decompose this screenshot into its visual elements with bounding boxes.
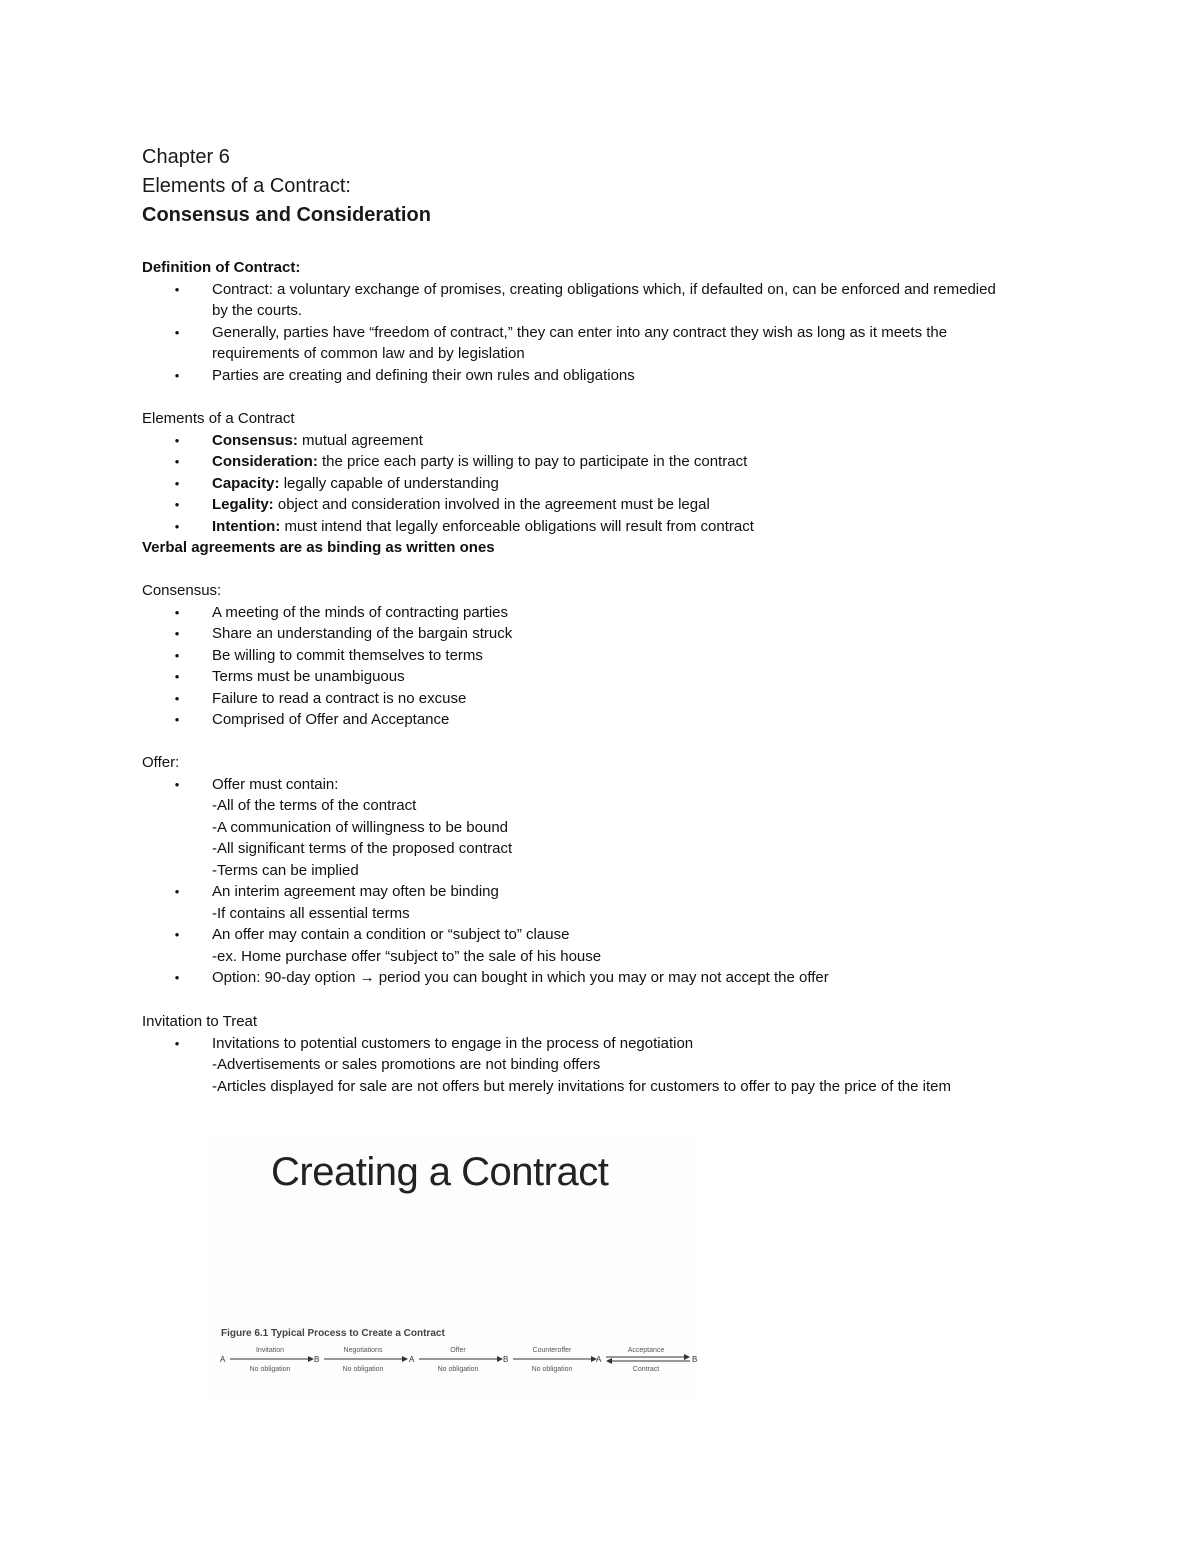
bullet-icon: •	[174, 518, 180, 534]
bullet-icon: •	[174, 776, 180, 792]
list-item	[142, 709, 1132, 731]
offer-item: period you can bought in which you may or may not accept the offer	[374, 969, 829, 986]
arrow-head-icon	[684, 1354, 690, 1360]
list-item	[142, 451, 1132, 473]
consensus-item: Share an understanding of the bargain struck	[212, 625, 513, 642]
step-bottom-label: Contract	[632, 1366, 660, 1373]
chapter-topic: Consensus and Consideration	[142, 204, 431, 226]
invitation-subitem: -Articles displayed for sale are not offers but merely invitations for customers to offer to pay the price of the item	[212, 1077, 951, 1095]
bullet-icon: •	[174, 647, 180, 663]
list-item	[142, 881, 1132, 924]
bullet-icon: •	[174, 626, 180, 641]
figure-caption: Figure 6.1 Typical Process to Create a Contract	[221, 1328, 445, 1339]
element-text: must intend that legally enforceable obligations will result from contract	[280, 517, 754, 535]
offer-subitem: -All significant terms of the proposed contract	[212, 840, 513, 857]
consensus-heading: Consensus:	[142, 582, 222, 599]
step-bottom-label: No obligation	[437, 1366, 479, 1373]
step-top-label: Offer	[450, 1347, 466, 1354]
list-item	[142, 623, 1132, 645]
list-item	[142, 365, 1132, 387]
definition-item-line: by the courts.	[212, 302, 303, 319]
definition-item-line: Generally, parties have “freedom of contract,” they can enter into any contract they wish as long as it meets the	[212, 323, 948, 341]
bullet-icon: •	[174, 690, 180, 706]
bullet-icon: •	[174, 1035, 180, 1051]
list-item	[142, 430, 1132, 452]
offer-heading: Offer:	[142, 754, 180, 771]
chapter-title: Chapter 6	[142, 146, 230, 168]
invitation-heading: Invitation to Treat	[142, 1013, 258, 1030]
list-item	[142, 688, 1132, 710]
element-term: Consideration:	[212, 453, 318, 470]
party-label: B	[314, 1355, 320, 1364]
contract-figure	[208, 1138, 698, 1398]
consensus-item: Failure to read a contract is no excuse	[212, 689, 467, 707]
figure-title: Creating a Contract	[271, 1150, 609, 1194]
bullet-icon: •	[174, 884, 180, 899]
consensus-item: Comprised of Offer and Acceptance	[212, 711, 450, 728]
invitation-subitem: -Advertisements or sales promotions are not binding offers	[212, 1056, 601, 1073]
list-item	[142, 967, 1132, 989]
elements-note: Verbal agreements are as binding as written ones	[142, 539, 495, 556]
definition-item-line: Parties are creating and defining their own rules and obligations	[212, 366, 635, 384]
definition-section	[142, 257, 1132, 386]
step-top-label: Acceptance	[627, 1347, 665, 1354]
list-item	[142, 322, 1132, 365]
offer-subitem: -If contains all essential terms	[212, 904, 410, 922]
offer-item: Option: 90-day option	[212, 969, 360, 986]
list-item	[142, 924, 1132, 967]
offer-section	[142, 752, 1132, 989]
element-term: Consensus:	[212, 431, 298, 449]
offer-subitem: -All of the terms of the contract	[212, 797, 417, 814]
invitation-item: Invitations to potential customers to engage in the process of negotiation	[212, 1034, 694, 1052]
element-text: the price each party is willing to pay to participate in the contract	[317, 453, 748, 470]
element-term: Intention:	[212, 517, 281, 535]
party-label: A	[596, 1355, 602, 1364]
list-item	[142, 774, 1132, 882]
consensus-item: Terms must be unambiguous	[212, 668, 405, 685]
offer-item: An offer may contain a condition or “subject to” clause	[212, 926, 570, 943]
elements-section	[142, 408, 1132, 559]
element-term: Legality:	[212, 496, 274, 513]
party-label: B	[692, 1355, 698, 1364]
bullet-icon: •	[174, 669, 180, 684]
bullet-icon: •	[174, 454, 180, 469]
list-item	[142, 494, 1132, 516]
bullet-icon: •	[174, 970, 180, 985]
element-text: object and consideration involved in the agreement must be legal	[273, 496, 710, 513]
list-item	[142, 473, 1132, 495]
bullet-icon: •	[174, 367, 180, 383]
offer-item: An interim agreement may often be binding	[212, 883, 499, 900]
definition-heading: Definition of Contract:	[142, 259, 301, 276]
offer-subitem: -A communication of willingness to be bound	[212, 818, 509, 836]
list-item	[142, 1033, 1132, 1098]
bullet-icon: •	[174, 281, 180, 297]
step-bottom-label: No obligation	[342, 1366, 384, 1373]
process-flow-diagram	[208, 1338, 698, 1378]
bullet-icon: •	[174, 927, 180, 942]
list-item	[142, 516, 1132, 538]
list-item	[142, 666, 1132, 688]
bullet-icon: •	[174, 475, 180, 491]
definition-item-line: Contract: a voluntary exchange of promises, creating obligations which, if defaulted on, can be enforced and remedied	[212, 280, 996, 298]
definition-item-line: requirements of common law and by legislation	[212, 345, 525, 362]
invitation-section	[142, 1011, 1132, 1097]
party-label: A	[220, 1355, 226, 1364]
bullet-icon: •	[174, 432, 180, 448]
elements-heading: Elements of a Contract	[142, 410, 295, 427]
list-item	[142, 602, 1132, 624]
list-item	[142, 645, 1132, 667]
element-text: legally capable of understanding	[279, 474, 499, 492]
arrow-head-icon	[402, 1356, 408, 1362]
party-label: B	[503, 1355, 509, 1364]
step-bottom-label: No obligation	[249, 1366, 291, 1373]
bullet-icon: •	[174, 712, 180, 727]
offer-item: Offer must contain:	[212, 775, 339, 793]
element-text: mutual agreement	[297, 431, 423, 449]
bullet-icon: •	[174, 497, 180, 512]
bullet-icon: •	[174, 324, 180, 340]
step-top-label: Invitation	[255, 1347, 285, 1354]
consensus-item: A meeting of the minds of contracting parties	[212, 603, 508, 621]
offer-subitem: -ex. Home purchase offer “subject to” the sale of his house	[212, 947, 602, 965]
step-top-label: Negotiations	[343, 1347, 383, 1354]
bullet-icon: •	[174, 604, 180, 620]
chapter-subtitle: Elements of a Contract:	[142, 175, 351, 197]
consensus-item: Be willing to commit themselves to terms	[212, 646, 483, 664]
element-term: Capacity:	[212, 474, 280, 492]
step-top-label: Counteroffer	[532, 1347, 572, 1354]
party-label: A	[409, 1355, 415, 1364]
list-item	[142, 279, 1132, 322]
consensus-section	[142, 580, 1132, 731]
arrow-head-icon	[606, 1358, 612, 1364]
arrow-right-icon: →	[359, 969, 375, 986]
title-block	[142, 143, 431, 230]
offer-subitem: -Terms can be implied	[212, 861, 359, 879]
step-bottom-label: No obligation	[531, 1366, 573, 1373]
